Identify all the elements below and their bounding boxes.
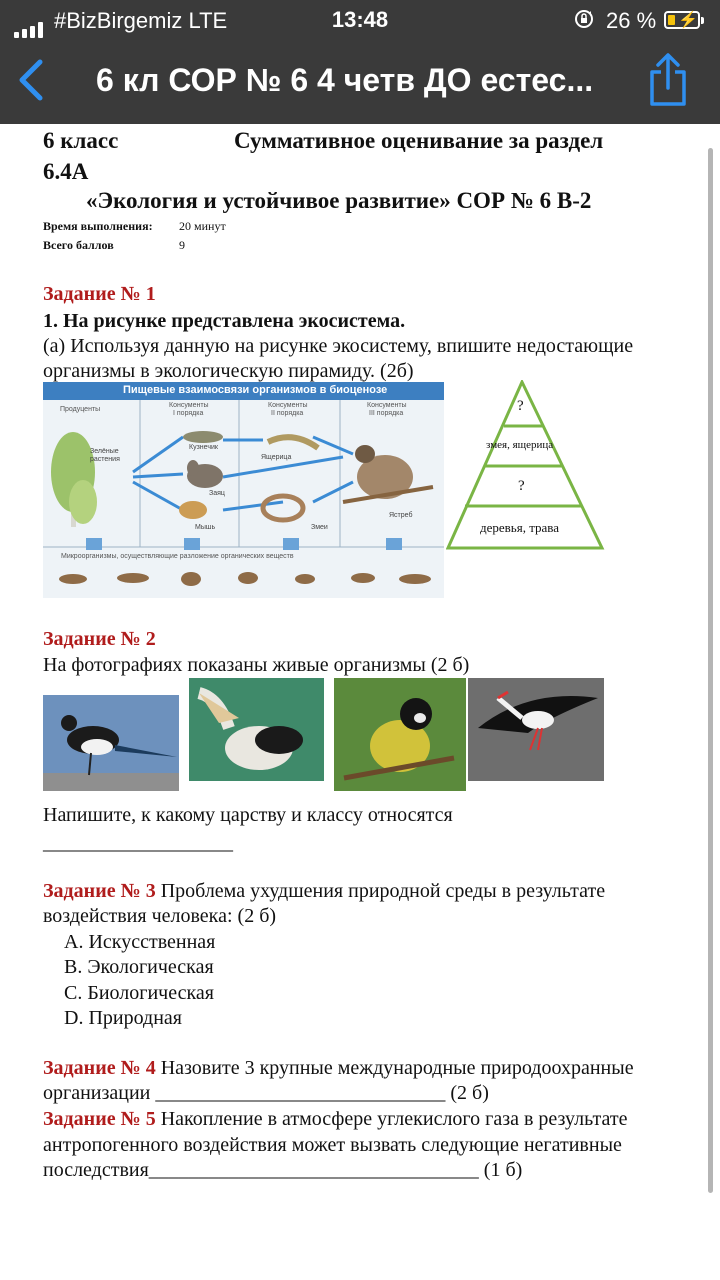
- figure-label-mouse: Мышь: [195, 524, 216, 531]
- figure-label-grasshopper: Кузнечик: [189, 444, 218, 451]
- pyramid-level-4: деревья, трава: [480, 520, 560, 535]
- figure-title: Пищевые взаимосвязи организмов в биоценозе: [123, 384, 388, 396]
- task2-question: Напишите, к какому царству и классу относятся: [43, 804, 453, 826]
- navigation-bar: [0, 40, 720, 124]
- status-bar: [0, 0, 720, 40]
- rotation-lock-icon: [574, 9, 594, 29]
- task4-text-line1: Назовите 3 крупные международные природоохранные: [155, 1057, 634, 1079]
- figure-label-consumers2-a: Консументы: [268, 402, 308, 409]
- figure-label-hare: Заяц: [209, 490, 225, 497]
- figure-label-consumers1-a: Консументы: [169, 402, 209, 409]
- score-label: Всего баллов: [43, 238, 114, 252]
- task2-answer-line[interactable]: ___________________: [43, 832, 233, 854]
- task5-text-line2: антропогенного воздействия может вызвать следующие негативные: [43, 1134, 622, 1156]
- score-value: 9: [179, 238, 185, 252]
- figure-label-consumers3-b: III порядка: [369, 410, 404, 417]
- task5-line1: [43, 1108, 627, 1131]
- ecological-pyramid: [446, 380, 606, 552]
- task2-text: На фотографиях показаны живые организмы (2 б): [43, 654, 470, 676]
- pyramid-level-1: ?: [517, 398, 524, 414]
- food-web-figure: [43, 382, 444, 598]
- clock: 13:48: [331, 7, 389, 32]
- task3-text-line2: воздействия человека: (2 б): [43, 905, 277, 927]
- task1-question: 1. На рисунке представлена экосистема.: [43, 310, 406, 332]
- figure-label-consumers3-a: Консументы: [367, 402, 407, 409]
- topic-title: «Экология и устойчивое развитие» СОР № 6 В-2: [86, 188, 592, 213]
- battery-percent: 26 %: [606, 8, 657, 33]
- task1-instruction-line1: (а) Используя данную на рисунке экосистему, впишите недостающие: [43, 335, 634, 357]
- figure-label-snake: Змеи: [311, 524, 328, 531]
- task3-line1: [43, 880, 605, 903]
- task5-text-line3: последствия_________________________________ (1 б): [43, 1159, 523, 1181]
- magpie-photo: [43, 695, 179, 791]
- figure-label-hawk: Ястреб: [389, 512, 413, 519]
- section-code: 6.4А: [43, 159, 89, 184]
- document-title: 6 кл СОР № 6 4 четв ДО естес...: [96, 62, 594, 98]
- tit-bird-photo: [334, 678, 466, 791]
- task3-option-a: A. Искусственная: [64, 931, 216, 953]
- task1-instruction-line2: организмы в экологическую пирамиду. (2б): [43, 360, 414, 382]
- task5-heading: Задание № 5: [43, 1108, 156, 1130]
- time-value: 20 минут: [179, 219, 226, 233]
- pyramid-level-2: змея, ящерица: [486, 439, 554, 451]
- task3-option-d: D. Природная: [64, 1007, 182, 1029]
- figure-label-consumers1-b: I порядка: [173, 410, 204, 417]
- pyramid-level-3: ?: [518, 478, 525, 494]
- share-icon[interactable]: [644, 52, 692, 108]
- figure-label-plants-a: Зелёные: [90, 448, 119, 455]
- task4-text-line2: организации _____________________________ (2 б): [43, 1082, 489, 1104]
- figure-label-decomposers: Микроорганизмы, осуществляющие разложение органических веществ: [61, 553, 294, 560]
- task5-text-line1: Накопление в атмосфере углекислого газа в результате: [155, 1108, 628, 1130]
- grade-label: 6 класс: [43, 128, 119, 153]
- task2-heading: Задание № 2: [43, 628, 156, 650]
- task4-heading: Задание № 4: [43, 1057, 156, 1079]
- task3-option-b: B. Экологическая: [64, 956, 214, 978]
- stork-photo: [468, 678, 604, 781]
- task4-line1: [43, 1057, 634, 1080]
- battery-icon: ⚡: [664, 11, 700, 29]
- pelican-photo: [189, 678, 324, 781]
- task1-heading: Задание № 1: [43, 283, 156, 305]
- figure-label-lizard: Ящерица: [261, 454, 292, 461]
- task3-text-line1: Проблема ухудшения природной среды в результате: [155, 880, 606, 902]
- task3-heading: Задание № 3: [43, 880, 156, 902]
- figure-label-plants-b: растения: [90, 456, 120, 463]
- carrier-label: #BizBirgemiz LTE: [54, 8, 228, 33]
- figure-label-consumers2-b: II порядка: [271, 410, 304, 417]
- chevron-left-icon[interactable]: [12, 56, 52, 104]
- figure-label-producers: Продуценты: [60, 406, 101, 413]
- time-label: Время выполнения:: [43, 219, 153, 233]
- scrollbar[interactable]: [708, 148, 713, 1193]
- task3-option-c: C. Биологическая: [64, 982, 214, 1004]
- assessment-title: Суммативное оценивание за раздел: [234, 128, 604, 153]
